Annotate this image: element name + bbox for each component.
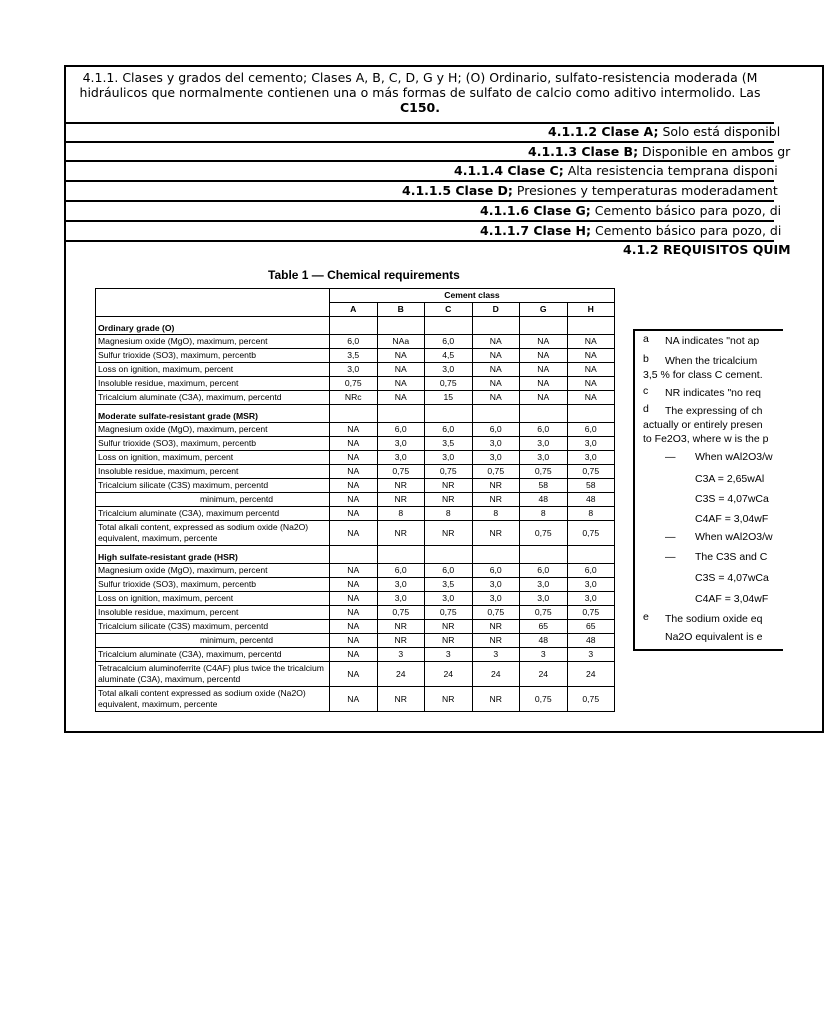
value-cell: 3,0	[425, 451, 473, 465]
table-row	[96, 687, 615, 712]
value-cell: NA	[567, 391, 615, 405]
table-row	[96, 335, 615, 349]
intro-line-3: C150.	[399, 100, 440, 115]
cement-class-header: Cement class	[330, 289, 615, 303]
value-cell: NA	[330, 465, 378, 479]
value-cell: NR	[472, 479, 520, 493]
value-cell: NR	[425, 634, 473, 648]
value-cell: NA	[330, 507, 378, 521]
section-empty-cell	[425, 317, 473, 335]
value-cell: 6,0	[425, 564, 473, 578]
value-cell: 24	[377, 662, 425, 687]
section-empty-cell	[472, 546, 520, 564]
value-cell: NA	[330, 648, 378, 662]
value-cell: 0,75	[472, 606, 520, 620]
value-cell: 3,0	[377, 592, 425, 606]
section-empty-cell	[425, 405, 473, 423]
value-cell: 0,75	[377, 465, 425, 479]
value-cell: 0,75	[520, 687, 568, 712]
requirement-cell: minimum, percentd	[96, 493, 330, 507]
table-row	[96, 592, 615, 606]
value-cell: NA	[472, 335, 520, 349]
value-cell: 3,0	[520, 592, 568, 606]
requirement-cell: Loss on ignition, maximum, percent	[96, 451, 330, 465]
table-row	[96, 521, 615, 546]
requirement-cell: Sulfur trioxide (SO3), maximum, percentb	[96, 437, 330, 451]
value-cell: 6,0	[377, 423, 425, 437]
value-cell: 6,0	[520, 564, 568, 578]
value-cell: NR	[472, 521, 520, 546]
value-cell: 3,0	[520, 437, 568, 451]
section-empty-cell	[567, 546, 615, 564]
formula-c3a: C3A = 2,65wAl	[695, 473, 765, 485]
note-d-line1: The expressing of ch	[665, 405, 763, 417]
section-label: Moderate sulfate-resistant grade (MSR)	[96, 405, 330, 423]
requirement-cell: Insoluble residue, maximum, percent	[96, 377, 330, 391]
value-cell: 0,75	[567, 606, 615, 620]
value-cell: NA	[567, 349, 615, 363]
value-cell: NA	[567, 363, 615, 377]
value-cell: NR	[425, 620, 473, 634]
section-empty-cell	[377, 405, 425, 423]
requirement-cell: Magnesium oxide (MgO), maximum, percent	[96, 423, 330, 437]
value-cell: 8	[377, 507, 425, 521]
note-dash-2: When wAl2O3/w	[695, 531, 773, 543]
value-cell: NR	[425, 521, 473, 546]
value-cell: NA	[377, 363, 425, 377]
value-cell: 6,0	[425, 335, 473, 349]
class-header-cell: H	[567, 303, 615, 317]
divider	[64, 200, 774, 202]
value-cell: 3,0	[567, 578, 615, 592]
section-empty-cell	[520, 317, 568, 335]
class-g-text: Cemento básico para pozo, di	[590, 203, 782, 218]
class-header-cell: B	[377, 303, 425, 317]
value-cell: NA	[330, 592, 378, 606]
value-cell: 3	[567, 648, 615, 662]
value-cell: NA	[330, 521, 378, 546]
value-cell: 0,75	[425, 606, 473, 620]
intro-line-2: hidráulicos que normalmente contienen una o más formas de sulfato de calcio como aditivo intermolido. Las	[79, 85, 761, 100]
note-e-line2: Na2O equivalent is e	[665, 631, 763, 643]
value-cell: 6,0	[567, 423, 615, 437]
value-cell: 3	[472, 648, 520, 662]
value-cell: 0,75	[330, 377, 378, 391]
note-dash: —	[665, 531, 676, 543]
value-cell: 6,0	[472, 423, 520, 437]
value-cell: 58	[520, 479, 568, 493]
value-cell: NRc	[330, 391, 378, 405]
value-cell: 3	[425, 648, 473, 662]
value-cell: NR	[472, 620, 520, 634]
value-cell: 3,0	[377, 437, 425, 451]
intro-line-1: 4.1.1. Clases y grados del cemento; Clases A, B, C, D, G y H; (O) Ordinario, sulfato-resistencia moderada (M	[82, 70, 758, 85]
value-cell: NA	[377, 377, 425, 391]
value-cell: NA	[472, 377, 520, 391]
note-e-line1: The sodium oxide eq	[665, 613, 763, 625]
class-a-label: 4.1.1.2 Clase A;	[548, 124, 659, 139]
class-a-text: Solo está disponibl	[658, 124, 781, 139]
formula-c4af-2: C4AF = 3,04wF	[695, 593, 769, 605]
value-cell: NA	[330, 606, 378, 620]
value-cell: NA	[520, 391, 568, 405]
table-row	[96, 493, 615, 507]
value-cell: 0,75	[520, 606, 568, 620]
value-cell: 48	[567, 493, 615, 507]
note-c: NR indicates "no req	[665, 387, 761, 399]
section-empty-cell	[330, 405, 378, 423]
value-cell: NA	[330, 437, 378, 451]
value-cell: NA	[330, 423, 378, 437]
value-cell: 3,5	[330, 349, 378, 363]
value-cell: 0,75	[567, 465, 615, 479]
value-cell: 0,75	[425, 465, 473, 479]
section-label: High sulfate-resistant grade (HSR)	[96, 546, 330, 564]
requirement-cell: Insoluble residue, maximum, percent	[96, 606, 330, 620]
value-cell: NAa	[377, 335, 425, 349]
value-cell: NR	[425, 687, 473, 712]
note-b-line1: When the tricalcium	[665, 355, 758, 367]
class-a-row	[548, 125, 780, 139]
section-empty-cell	[330, 317, 378, 335]
table-row	[96, 507, 615, 521]
value-cell: NR	[472, 634, 520, 648]
class-header-cell: D	[472, 303, 520, 317]
value-cell: 24	[472, 662, 520, 687]
value-cell: 3,0	[567, 451, 615, 465]
requirement-cell: Magnesium oxide (MgO), maximum, percent	[96, 335, 330, 349]
divider	[64, 220, 774, 222]
value-cell: 6,0	[472, 564, 520, 578]
note-b-line2: 3,5 % for class C cement.	[643, 369, 763, 381]
section-row	[96, 405, 615, 423]
class-c-row	[454, 164, 778, 178]
value-cell: 8	[425, 507, 473, 521]
note-dash-3: The C3S and C	[695, 551, 768, 563]
section-empty-cell	[567, 405, 615, 423]
value-cell: 6,0	[330, 335, 378, 349]
value-cell: 24	[567, 662, 615, 687]
value-cell: 8	[567, 507, 615, 521]
value-cell: 8	[472, 507, 520, 521]
value-cell: NA	[520, 363, 568, 377]
class-h-text: Cemento básico para pozo, di	[591, 223, 782, 238]
class-d-row	[402, 184, 778, 198]
value-cell: NR	[472, 493, 520, 507]
class-h-row	[480, 224, 781, 238]
section-empty-cell	[425, 546, 473, 564]
value-cell: NA	[330, 564, 378, 578]
requirement-cell: Tricalcium aluminate (C3A), maximum percentd	[96, 507, 330, 521]
value-cell: 65	[520, 620, 568, 634]
value-cell: 8	[520, 507, 568, 521]
value-cell: NA	[567, 377, 615, 391]
value-cell: 6,0	[520, 423, 568, 437]
class-b-row	[528, 145, 790, 159]
note-dash: —	[665, 551, 676, 563]
value-cell: NA	[330, 662, 378, 687]
table-title: Table 1 — Chemical requirements	[268, 268, 460, 282]
section-empty-cell	[377, 546, 425, 564]
value-cell: 0,75	[377, 606, 425, 620]
value-cell: NA	[330, 493, 378, 507]
value-cell: 0,75	[567, 521, 615, 546]
value-cell: NR	[377, 493, 425, 507]
value-cell: 0,75	[425, 377, 473, 391]
requirement-cell: Sulfur trioxide (SO3), maximum, percentb	[96, 578, 330, 592]
class-h-label: 4.1.1.7 Clase H;	[480, 223, 592, 238]
formula-c3s: C3S = 4,07wCa	[695, 493, 769, 505]
table-header-row	[96, 289, 615, 303]
requirement-cell: Magnesium oxide (MgO), maximum, percent	[96, 564, 330, 578]
class-g-row	[480, 204, 781, 218]
note-d-line3: to Fe2O3, where w is the p	[643, 433, 769, 445]
requirement-cell: Loss on ignition, maximum, percent	[96, 592, 330, 606]
class-b-text: Disponible en ambos gr	[638, 144, 791, 159]
value-cell: 0,75	[520, 521, 568, 546]
table-row	[96, 437, 615, 451]
section-empty-cell	[377, 317, 425, 335]
table-row	[96, 391, 615, 405]
value-cell: 3,0	[472, 592, 520, 606]
table-row	[96, 377, 615, 391]
value-cell: 3	[520, 648, 568, 662]
value-cell: NA	[472, 391, 520, 405]
value-cell: NR	[425, 479, 473, 493]
value-cell: NA	[330, 620, 378, 634]
note-dash-1: When wAl2O3/w	[695, 451, 773, 463]
section-empty-cell	[520, 405, 568, 423]
value-cell: 3,0	[425, 363, 473, 377]
value-cell: NA	[330, 634, 378, 648]
note-mark-c: c	[643, 385, 649, 397]
section-empty-cell	[472, 317, 520, 335]
formula-c4af: C4AF = 3,04wF	[695, 513, 769, 525]
value-cell: NR	[377, 634, 425, 648]
table-row	[96, 349, 615, 363]
value-cell: NA	[567, 335, 615, 349]
value-cell: NR	[472, 687, 520, 712]
requirement-cell: minimum, percentd	[96, 634, 330, 648]
note-mark-a: a	[643, 333, 649, 345]
requirement-cell: Tricalcium silicate (C3S) maximum, percentd	[96, 620, 330, 634]
note-mark-b: b	[643, 353, 649, 365]
class-d-label: 4.1.1.5 Clase D;	[402, 183, 513, 198]
chemical-requirements-table	[95, 288, 615, 712]
value-cell: 3,0	[567, 592, 615, 606]
value-cell: 3,0	[520, 578, 568, 592]
value-cell: NA	[520, 349, 568, 363]
table-row	[96, 363, 615, 377]
divider	[64, 180, 774, 182]
requirement-cell: Tetracalcium aluminoferrite (C4AF) plus twice the tricalcium aluminate (C3A), maximum, percentd	[96, 662, 330, 687]
value-cell: 6,0	[377, 564, 425, 578]
class-d-text: Presiones y temperaturas moderadament	[512, 183, 778, 198]
value-cell: NA	[330, 687, 378, 712]
requirement-cell: Tricalcium silicate (C3S) maximum, percentd	[96, 479, 330, 493]
value-cell: 3,0	[567, 437, 615, 451]
class-g-label: 4.1.1.6 Clase G;	[480, 203, 591, 218]
section-row	[96, 317, 615, 335]
value-cell: NR	[377, 687, 425, 712]
divider	[64, 141, 774, 143]
formula-c3s-2: C3S = 4,07wCa	[695, 572, 769, 584]
table-row	[96, 479, 615, 493]
value-cell: NA	[330, 451, 378, 465]
table-row	[96, 648, 615, 662]
class-b-label: 4.1.1.3 Clase B;	[528, 144, 639, 159]
value-cell: 48	[520, 634, 568, 648]
value-cell: NR	[377, 521, 425, 546]
table-row	[96, 606, 615, 620]
value-cell: 4,5	[425, 349, 473, 363]
value-cell: 15	[425, 391, 473, 405]
requirement-cell: Sulfur trioxide (SO3), maximum, percentb	[96, 349, 330, 363]
table-row	[96, 465, 615, 479]
table-row	[96, 578, 615, 592]
value-cell: 0,75	[567, 687, 615, 712]
footnotes-panel	[633, 329, 783, 651]
class-header-cell: C	[425, 303, 473, 317]
class-c-label: 4.1.1.4 Clase C;	[454, 163, 564, 178]
note-d-line2: actually or entirely presen	[643, 419, 763, 431]
table-row	[96, 620, 615, 634]
divider	[64, 160, 774, 162]
note-dash: —	[665, 451, 676, 463]
intro-paragraph	[70, 70, 770, 115]
section-empty-cell	[520, 546, 568, 564]
section-empty-cell	[472, 405, 520, 423]
note-mark-d: d	[643, 403, 649, 415]
value-cell: 3,0	[377, 578, 425, 592]
value-cell: NA	[330, 479, 378, 493]
value-cell: 3,0	[472, 451, 520, 465]
requirement-cell: Loss on ignition, maximum, percent	[96, 363, 330, 377]
value-cell: NA	[377, 349, 425, 363]
value-cell: 0,75	[472, 465, 520, 479]
table-row	[96, 423, 615, 437]
requirement-cell: Insoluble residue, maximum, percent	[96, 465, 330, 479]
value-cell: 3,0	[330, 363, 378, 377]
value-cell: 3,0	[472, 437, 520, 451]
value-cell: NA	[377, 391, 425, 405]
value-cell: 6,0	[567, 564, 615, 578]
value-cell: 48	[520, 493, 568, 507]
requirement-cell: Tricalcium aluminate (C3A), maximum, percentd	[96, 391, 330, 405]
value-cell: NA	[472, 349, 520, 363]
value-cell: NR	[377, 620, 425, 634]
value-cell: 24	[520, 662, 568, 687]
section-empty-cell	[330, 546, 378, 564]
section-label: Ordinary grade (O)	[96, 317, 330, 335]
note-a: NA indicates "not ap	[665, 335, 760, 347]
table-row	[96, 634, 615, 648]
requirement-cell: Total alkali content expressed as sodium oxide (Na2O) equivalent, maximum, percente	[96, 687, 330, 712]
table-row	[96, 564, 615, 578]
class-header-cell: G	[520, 303, 568, 317]
value-cell: 3,5	[425, 578, 473, 592]
value-cell: 48	[567, 634, 615, 648]
value-cell: 3,0	[377, 451, 425, 465]
class-c-text: Alta resistencia temprana disponi	[563, 163, 778, 178]
value-cell: NA	[520, 335, 568, 349]
value-cell: NR	[425, 493, 473, 507]
section-row	[96, 546, 615, 564]
class-header-cell: A	[330, 303, 378, 317]
value-cell: 6,0	[425, 423, 473, 437]
requirement-cell: Total alkali content, expressed as sodium oxide (Na2O) equivalent, maximum, percente	[96, 521, 330, 546]
value-cell: 3,5	[425, 437, 473, 451]
value-cell: NA	[472, 363, 520, 377]
value-cell: 3	[377, 648, 425, 662]
table-row	[96, 451, 615, 465]
note-mark-e: e	[643, 611, 649, 623]
value-cell: 0,75	[520, 465, 568, 479]
value-cell: 3,0	[472, 578, 520, 592]
table-row	[96, 662, 615, 687]
header-blank	[96, 289, 330, 317]
value-cell: NA	[520, 377, 568, 391]
value-cell: 24	[425, 662, 473, 687]
value-cell: NR	[377, 479, 425, 493]
value-cell: 65	[567, 620, 615, 634]
value-cell: 3,0	[425, 592, 473, 606]
value-cell: 3,0	[520, 451, 568, 465]
section-heading: 4.1.2 REQUISITOS QUIM	[623, 242, 791, 257]
section-empty-cell	[567, 317, 615, 335]
requirement-cell: Tricalcium aluminate (C3A), maximum, percentd	[96, 648, 330, 662]
value-cell: 58	[567, 479, 615, 493]
value-cell: NA	[330, 578, 378, 592]
